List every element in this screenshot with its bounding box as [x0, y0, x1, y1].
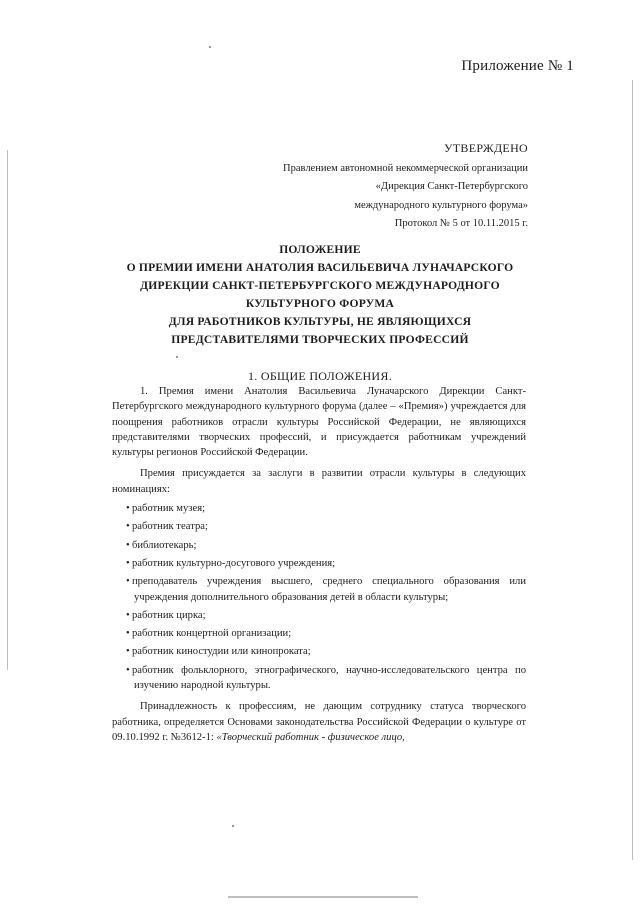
section-heading: 1. ОБЩИЕ ПОЛОЖЕНИЯ.: [247, 369, 393, 383]
nominations-list: [112, 501, 526, 693]
list-item: • работник киностудии или кинопроката;: [126, 646, 311, 658]
approval-line: международного культурного форума»: [354, 199, 528, 211]
list-item: • преподаватель учреждения высшего, среднего специального образования или учреждения дополнительного образования детей в области культуры;: [126, 576, 526, 603]
body-text: [112, 384, 526, 745]
title-line: ПОЛОЖЕНИЕ: [279, 243, 361, 256]
list-item: • работник цирка;: [126, 609, 206, 621]
title-line: ДИРЕКЦИИ САНКТ-ПЕТЕРБУРГСКОГО МЕЖДУНАРОДНОГО: [140, 279, 500, 292]
approval-protocol: Протокол № 5 от 10.11.2015 г.: [394, 218, 528, 229]
list-item: • работник театра;: [126, 521, 208, 533]
list-item: • работник концертной организации;: [126, 628, 292, 640]
appendix-label: Приложение № 1: [461, 58, 574, 74]
approval-line: Правлением автономной некоммерческой организации: [283, 162, 528, 174]
approval-line: «Дирекция Санкт-Петербургского: [375, 181, 528, 192]
title-line: ПРЕДСТАВИТЕЛЯМИ ТВОРЧЕСКИХ ПРОФЕССИЙ: [171, 333, 469, 346]
paragraph-3-quote: «Творческий работник - физическое лицо,: [216, 731, 405, 743]
scan-bottom-mark: [228, 896, 418, 898]
title-line: О ПРЕМИИ ИМЕНИ АНАТОЛИЯ ВАСИЛЬЕВИЧА ЛУНАЧАРСКОГО: [126, 261, 514, 274]
list-item: • библиотекарь;: [126, 539, 197, 551]
scan-edge-mark: [7, 150, 8, 670]
list-item: • работник музея;: [126, 503, 206, 515]
paragraph-3-text: Принадлежность к профессиям, не дающим сотруднику статуса творческого работника, определяется Основами законодательства Российской Федерации о культуре от 09.10.1992 г. №3612-1:: [112, 701, 526, 743]
list-item: • работник культурно-досугового учреждения;: [126, 557, 336, 569]
title-line: ДЛЯ РАБОТНИКОВ КУЛЬТУРЫ, НЕ ЯВЛЯЮЩИХСЯ: [168, 315, 472, 328]
scan-speck: [209, 46, 211, 48]
approval-stamp-block: [240, 139, 528, 234]
title-line: КУЛЬТУРНОГО ФОРУМА: [245, 297, 395, 310]
scan-edge-mark: [632, 80, 633, 860]
paragraph-1: 1. Премия имени Анатолия Васильевича Луначарского Дирекции Санкт-Петербургского международного культурного форума (далее – «Премия») учреждается для поощрения работников отрасли культуры Российской Федерации, не являющихся представителями творческих профессий, и присуждается работникам учреждений культуры регионов Российской Федерации.: [112, 386, 526, 459]
paragraph-2: Премия присуждается за заслуги в развитии отрасли культуры в следующих номинациях:: [112, 468, 526, 495]
list-item: • работник фольклорного, этнографического, научно-исследовательского центра по изучению народной культуры.: [126, 664, 526, 692]
scan-speck: [232, 825, 234, 827]
scan-speck: [176, 356, 178, 358]
approval-title: УТВЕРЖДЕНО: [443, 141, 528, 155]
document-title: [110, 241, 530, 349]
paragraph-3: [112, 699, 526, 745]
